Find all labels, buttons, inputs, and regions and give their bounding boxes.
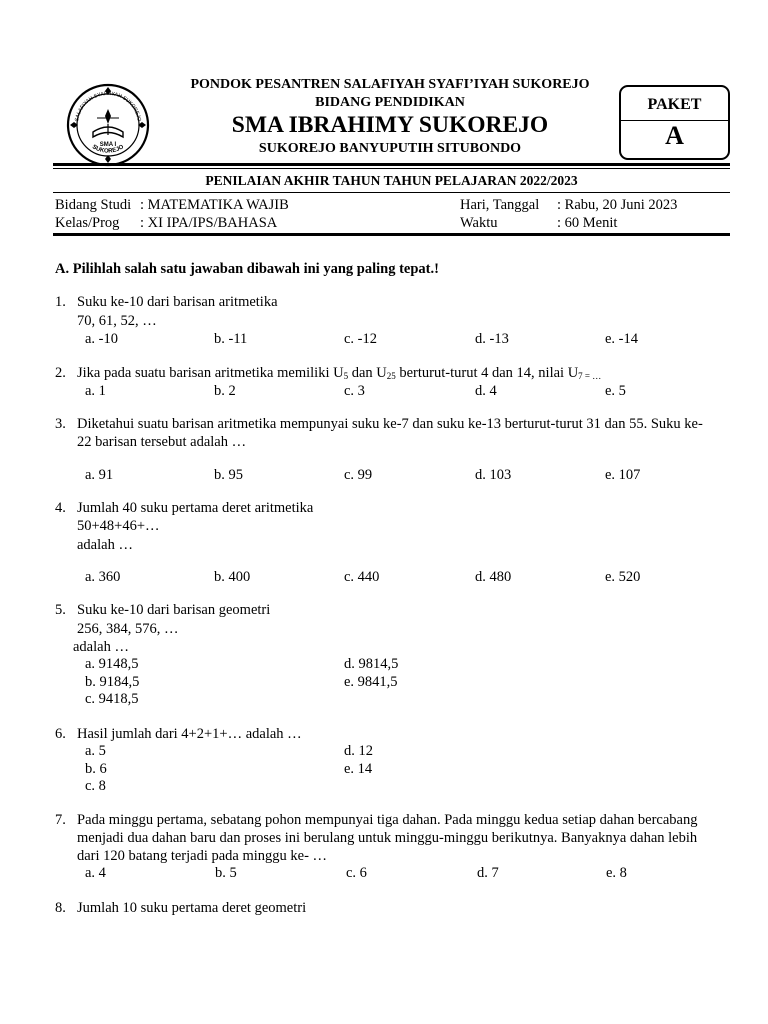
question-7-option-a: a. 4: [85, 865, 106, 881]
logo-text-mid: SMA I: [99, 142, 117, 148]
question-4-option-e: e. 520: [605, 569, 641, 585]
question-4-option-a: a. 360: [85, 569, 121, 585]
question-3-option-d: d. 103: [475, 467, 512, 483]
header-divider-thin: [53, 168, 730, 169]
exam-title: PENILAIAN AKHIR TAHUN TAHUN PELAJARAN 2022/2023: [205, 173, 578, 188]
question-1-sequence: 70, 61, 52, …: [77, 313, 157, 329]
subject-label: Bidang Studi: [55, 197, 132, 213]
header-line-2: BIDANG PENDIDIKAN: [315, 95, 465, 110]
school-name: SMA IBRAHIMY SUKOREJO: [231, 112, 549, 138]
question-2-text: Jika pada suatu barisan aritmetika memiliki $U_5$ dan $U_{25}$ berturut-turut 4 dan 14, nilai $U_{7 = \dots}$: [77, 365, 602, 381]
question-6-text: Hasil jumlah dari 4+2+1+… adalah …: [77, 726, 302, 742]
question-3-option-c: c. 99: [344, 467, 373, 483]
question-7-option-b: b. 5: [215, 865, 237, 881]
date-value: : Rabu, 20 Juni 2023: [557, 197, 678, 213]
question-4-series: 50+48+46+…: [77, 518, 160, 534]
date-label: Hari, Tanggal: [460, 197, 540, 213]
subject-value: : MATEMATIKA WAJIB: [140, 197, 289, 213]
question-7-text-line-1: Pada minggu pertama, sebatang pohon mempunyai tiga dahan. Pada minggu kedua setiap dahan bercabang: [77, 812, 698, 828]
question-1-option-e: e. -14: [605, 331, 639, 347]
class-value: : XI IPA/IPS/BAHASA: [140, 215, 278, 231]
question-6-option-e: e. 14: [344, 761, 373, 777]
question-1-option-b: b. -11: [214, 331, 248, 347]
question-3-text-line-1: Diketahui suatu barisan aritmetika mempunyai suku ke-7 dan suku ke-13 berturut-turut 31 dan 55. Suku ke-: [77, 416, 703, 432]
question-1-text: Suku ke-10 dari barisan aritmetika: [77, 294, 278, 310]
question-3-text-line-2: 22 barisan tersebut adalah …: [77, 434, 247, 450]
question-8-text: Jumlah 10 suku pertama deret geometri: [77, 900, 307, 916]
question-4-number: 4.: [55, 500, 66, 516]
header-line-1: PONDOK PESANTREN SALAFIYAH SYAFI’IYAH SUKOREJO: [190, 77, 590, 92]
question-7-option-c: c. 6: [346, 865, 367, 881]
question-7-option-e: e. 8: [606, 865, 627, 881]
question-4-text: Jumlah 40 suku pertama deret aritmetika: [77, 500, 314, 516]
question-7-text-line-2: menjadi dua dahan baru dan proses ini berulang untuk minggu-minggu berikutnya. Banyaknya dahan lebih: [77, 830, 698, 846]
time-value: : 60 Menit: [557, 215, 618, 231]
info-divider: [53, 233, 730, 236]
question-7-text-line-3: dari 120 batang terjadi pada minggu ke- …: [77, 848, 328, 864]
question-6-option-c: c. 8: [85, 778, 106, 794]
question-5-option-b: b. 9184,5: [85, 674, 140, 690]
question-5-option-e: e. 9841,5: [344, 674, 398, 690]
question-5-option-a: a. 9148,5: [85, 656, 139, 672]
question-8-number: 8.: [55, 900, 66, 916]
question-6-option-b: b. 6: [85, 761, 107, 777]
question-3-number: 3.: [55, 416, 66, 432]
question-2-option-b: b. 2: [214, 383, 236, 399]
question-4-option-d: d. 480: [475, 569, 512, 585]
question-1-option-c: c. -12: [344, 331, 378, 347]
question-4-suffix: adalah …: [77, 537, 133, 553]
question-5-suffix: adalah …: [73, 639, 129, 655]
question-6-option-d: d. 12: [344, 743, 373, 759]
section-a-instruction: A. Pilihlah salah satu jawaban dibawah ini yang paling tepat.!: [55, 261, 439, 277]
question-4-option-b: b. 400: [214, 569, 251, 585]
paket-box: [619, 85, 730, 160]
question-7-number: 7.: [55, 812, 66, 828]
question-2-number: 2.: [55, 365, 66, 381]
question-1-option-d: d. -13: [475, 331, 509, 347]
time-label: Waktu: [460, 215, 498, 231]
question-5-text: Suku ke-10 dari barisan geometri: [77, 602, 271, 618]
class-label: Kelas/Prog: [55, 215, 120, 231]
school-logo: [65, 82, 151, 168]
question-6-option-a: a. 5: [85, 743, 106, 759]
question-5-sequence: 256, 384, 576, …: [77, 621, 179, 637]
question-3-option-b: b. 95: [214, 467, 243, 483]
header-divider-thick: [53, 163, 730, 166]
question-1-option-a: a. -10: [85, 331, 119, 347]
question-5-number: 5.: [55, 602, 66, 618]
question-5-option-d: d. 9814,5: [344, 656, 399, 672]
question-7-option-d: d. 7: [477, 865, 499, 881]
question-1-number: 1.: [55, 294, 66, 310]
paket-label: PAKET: [647, 96, 702, 113]
school-address: SUKOREJO BANYUPUTIH SITUBONDO: [258, 141, 522, 156]
title-divider: [53, 192, 730, 193]
question-2-option-a: a. 1: [85, 383, 106, 399]
question-2-option-e: e. 5: [605, 383, 626, 399]
paket-code: A: [665, 121, 684, 150]
question-4-option-c: c. 440: [344, 569, 380, 585]
question-2-option-d: d. 4: [475, 383, 497, 399]
question-6-number: 6.: [55, 726, 66, 742]
logo-text-bottom: SUKOREJO: [91, 144, 125, 155]
question-3-option-e: e. 107: [605, 467, 641, 483]
question-5-option-c: c. 9418,5: [85, 691, 139, 707]
question-3-option-a: a. 91: [85, 467, 114, 483]
logo-text-top: SALAFIYAH SYAFI'IYAH SUKOREJO: [74, 90, 142, 122]
question-2-option-c: c. 3: [344, 383, 365, 399]
